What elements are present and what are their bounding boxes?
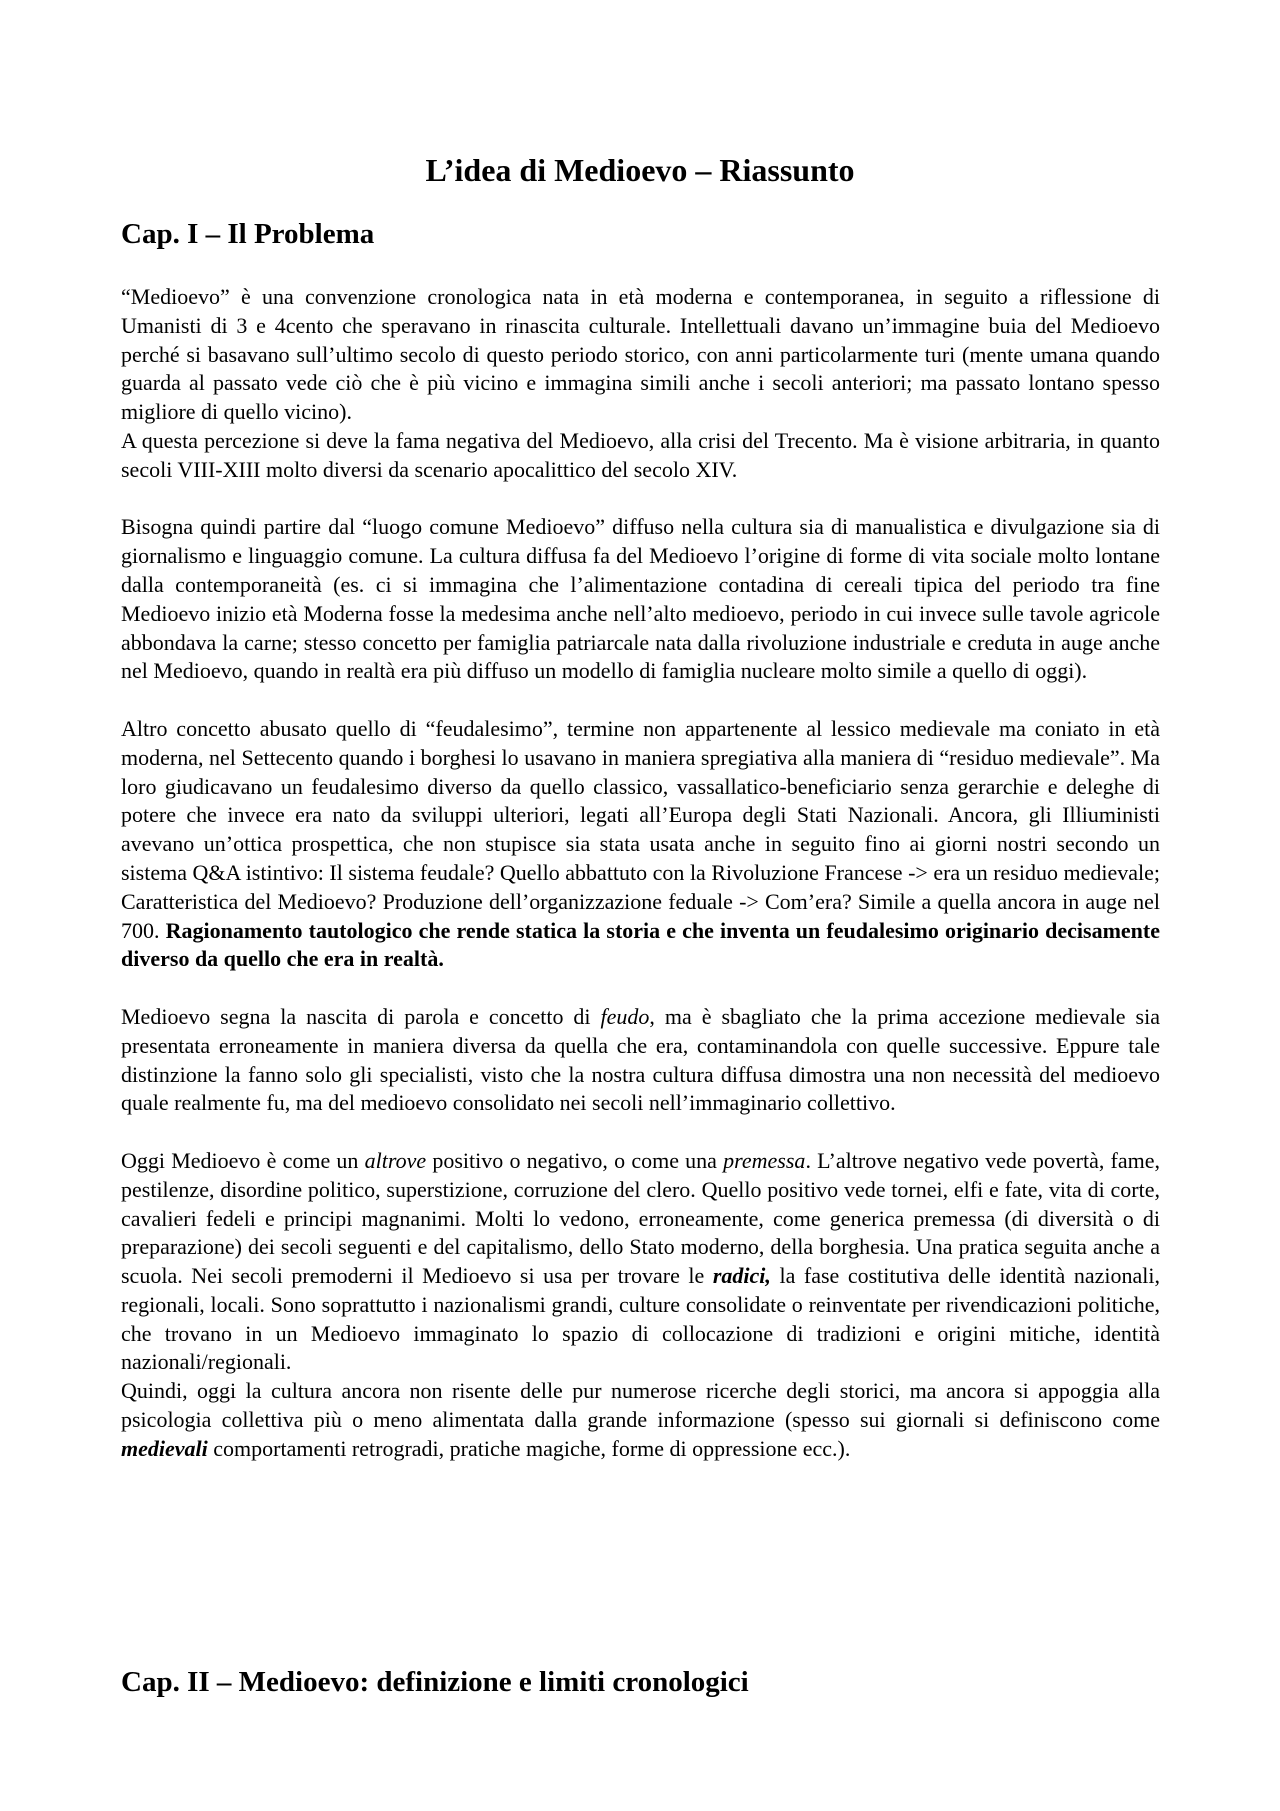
paragraph-7-bold-italic: medievali (121, 1435, 208, 1461)
paragraph-4 (121, 715, 1160, 974)
paragraph-6-bold-italic: radici, (712, 1263, 771, 1289)
paragraph-5-text-a: Medioevo segna la nascita di parola e concetto di (121, 1003, 601, 1029)
paragraph-5-italic: feudo (600, 1003, 650, 1029)
chapter-1-body (121, 283, 1160, 1464)
chapter-1-heading: Cap. I – Il Problema (121, 218, 375, 250)
paragraph-7-text-b: comportamenti retrogradi, pratiche magiche, forme di oppressione ecc.). (207, 1435, 851, 1461)
chapter-2-heading: Cap. II – Medioevo: definizione e limiti cronologici (121, 1666, 749, 1698)
paragraph-7 (121, 1377, 1160, 1463)
paragraph-6-text-d: la fase costitutiva delle identità nazionali, regionali, locali. Sono soprattutto i nazionalismi grandi, culture consolidate o reinventate per rivendicazioni politiche, che trovano in un Medioevo immaginato lo spazio di collocazione di tradizioni e origini mitiche, identità nazionali/regionali. (121, 1263, 1160, 1375)
paragraph-6-text-a: Oggi Medioevo è come un (121, 1147, 365, 1173)
paragraph-5 (121, 1003, 1160, 1118)
document-title: L’idea di Medioevo – Riassunto (425, 152, 855, 188)
paragraph-2: A questa percezione si deve la fama negativa del Medioevo, alla crisi del Trecento. Ma è visione arbitraria, in quanto secoli VIII-XIII molto diversi da scenario apocalittico del secolo XIV. (121, 427, 1160, 482)
paragraph-7-text-a: Quindi, oggi la cultura ancora non risente delle pur numerose ricerche degli storici, ma ancora si appoggia alla psicologia collettiva più o meno alimentata dalla grande informazione (spesso sui giornali si definiscono come (121, 1378, 1160, 1433)
paragraph-5-text-b: , ma è sbagliato che la prima accezione medievale sia presentata erroneamente in maniera diversa da quella che era, contaminandola con quelle successive. Eppure tale distinzione la fanno solo gli specialisti, visto che la nostra cultura diffusa dimostra una non necessità del medioevo quale realmente fu, ma del medioevo consolidato nei secoli nell’immaginario collettivo. (121, 1003, 1160, 1116)
paragraph-6-italic-1: altrove (364, 1147, 427, 1173)
paragraph-3: Bisogna quindi partire dal “luogo comune Medioevo” diffuso nella cultura sia di manualistica e divulgazione sia di giornalismo e linguaggio comune. La cultura diffusa fa del Medioevo l’origine di forme di vita sociale molto lontane dalla contemporaneità (es. ci si immagina che l’alimentazione contadina di cereali tipica del periodo tra fine Medioevo inizio età Moderna fosse la medesima anche nell’alto medioevo, periodo in cui invece sulle tavole agricole abbondava la carne; stesso concetto per famiglia patriarcale nata dalla rivoluzione industriale e creduta in auge anche nel Medioevo, quando in realtà era più diffuso un modello di famiglia nucleare molto simile a quello di oggi). (121, 514, 1160, 684)
paragraph-4-text: Altro concetto abusato quello di “feudalesimo”, termine non appartenente al lessico medievale ma coniato in età moderna, nel Settecento quando i borghesi lo usavano in maniera spregiativa alla maniera di “residuo medievale”. Ma loro giudicavano un feudalesimo diverso da quello classico, vassallatico-beneficiario senza gerarchie e deleghe di potere che invece era nato da sviluppi ulteriori, legati all’Europa degli Stati Nazionali. Ancora, gli Illiuministi avevano un’ottica prospettica, che non stupisce sia stata usata anche in seguito fino ai giorni nostri secondo un sistema Q&A istintivo: Il sistema feudale? Quello abbattuto con la Rivoluzione Francese -> era un residuo medievale; Caratteristica del Medioevo? Produzione dell’organizzazione feduale -> Com’era? Simile a quella ancora in auge nel 700. (121, 715, 1160, 943)
paragraph-6 (121, 1147, 1160, 1377)
paragraph-4-bold: Ragionamento tautologico che rende statica la storia e che inventa un feudalesimo originario decisamente diverso da quello che era in realtà. (121, 917, 1161, 972)
paragraph-1: “Medioevo” è una convenzione cronologica nata in età moderna e contemporanea, in seguito a riflessione di Umanisti di 3 e 4cento che speravano in rinascita culturale. Intellettuali davano un’immagine buia del Medioevo perché si basavano sull’ultimo secolo di questo periodo storico, con anni particolarmente turi (mente umana quando guarda al passato vede ciò che è più vicino e immagina simili anche i secoli anteriori; ma passato lontano spesso migliore di quello vicino). (121, 284, 1160, 425)
paragraph-6-italic-2: premessa (723, 1147, 806, 1173)
paragraph-6-text-c: . L’altrove negativo vede povertà, fame, pestilenze, disordine politico, superstizione, corruzione del clero. Quello positivo vede tornei, elfi e fate, vita di corte, cavalieri fedeli e principi magnanimi. Molti lo vedono, erroneamente, come generica premessa (di diversità o di preparazione) dei secoli seguenti e del capitalismo, dello Stato moderno, della borghesia. Una pratica seguita anche a scuola. Nei secoli premoderni il Medioevo si usa per trovare le (121, 1147, 1161, 1289)
paragraph-6-text-b: positivo o negativo, o come una (426, 1147, 724, 1173)
